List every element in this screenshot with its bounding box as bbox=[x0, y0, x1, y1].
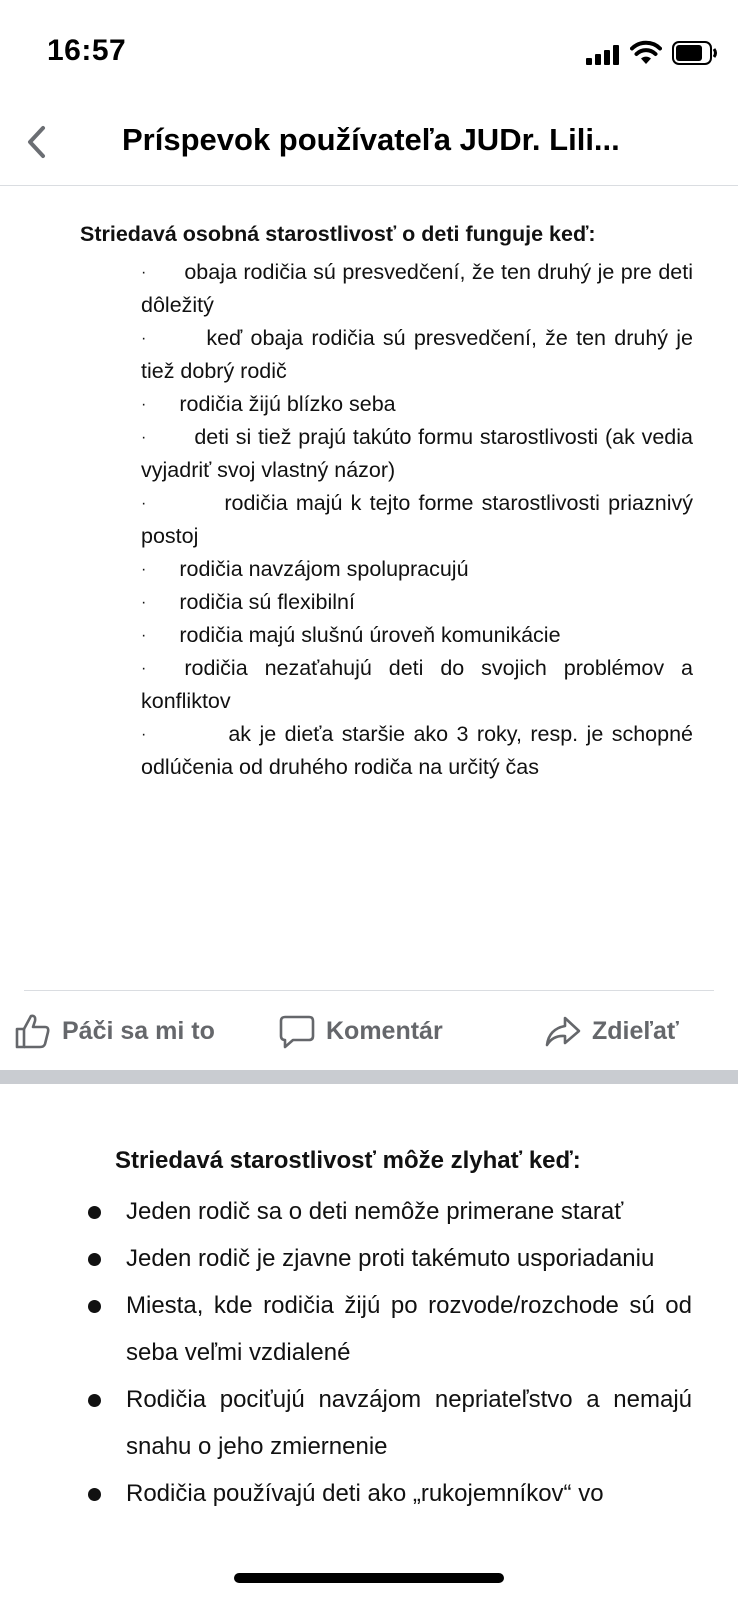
status-bar bbox=[0, 0, 738, 100]
bullet-dot bbox=[88, 1488, 101, 1501]
list-item: Miesta, kde rodičia žijú po rozvode/rozchode sú od seba veľmi vzdialené bbox=[82, 1282, 692, 1376]
bullet-dot bbox=[88, 1206, 101, 1219]
criteria-list bbox=[141, 256, 693, 784]
bullet: · bbox=[141, 264, 147, 281]
bullet: · bbox=[141, 495, 147, 512]
bullet: · bbox=[141, 429, 147, 446]
battery-icon bbox=[672, 41, 718, 65]
post-divider bbox=[0, 1070, 738, 1084]
list-item: · deti si tiež prajú takúto formu starostlivosti (ak vedia vyjadriť svoj vlastný názor) bbox=[141, 421, 693, 487]
bullet: · bbox=[141, 627, 147, 644]
back-button[interactable] bbox=[18, 122, 58, 162]
bullet-dot bbox=[88, 1394, 101, 1407]
page-title: Príspevok používateľa JUDr. Lili... bbox=[122, 122, 620, 157]
thumbs-up-icon bbox=[14, 1012, 52, 1050]
share-arrow-icon bbox=[544, 1012, 582, 1050]
bullet: · bbox=[141, 594, 147, 611]
comment-bubble-icon bbox=[278, 1012, 316, 1050]
list-item: · rodičia žijú blízko seba bbox=[141, 388, 693, 421]
bullet-dot bbox=[88, 1300, 101, 1313]
list-item: · rodičia navzájom spolupracujú bbox=[141, 553, 693, 586]
cellular-signal-icon bbox=[586, 45, 620, 65]
share-label: Zdieľať bbox=[592, 1016, 679, 1045]
post-image-1[interactable] bbox=[0, 186, 738, 1069]
wifi-icon bbox=[630, 40, 662, 66]
comment-label: Komentár bbox=[326, 1016, 443, 1045]
like-label: Páči sa mi to bbox=[62, 1016, 215, 1045]
bullet: · bbox=[141, 561, 147, 578]
list-item: · ak je dieťa staršie ako 3 roky, resp. je schopné odlúčenia od druhého rodiča na určitý čas bbox=[141, 718, 693, 784]
comment-button[interactable] bbox=[278, 991, 443, 1071]
post-heading: Striedavá osobná starostlivosť o deti funguje keď: bbox=[80, 222, 596, 246]
bullet: · bbox=[141, 396, 147, 413]
list-item: · rodičia majú k tejto forme starostlivosti priaznivý postoj bbox=[141, 487, 693, 553]
post-heading: Striedavá starostlivosť môže zlyhať keď: bbox=[115, 1147, 581, 1174]
bullet: · bbox=[141, 726, 147, 743]
list-item: Jeden rodič je zjavne proti takémuto usporiadaniu bbox=[82, 1235, 692, 1282]
list-item: · rodičia nezaťahujú deti do svojich problémov a konfliktov bbox=[141, 652, 693, 718]
list-item: · rodičia sú flexibilní bbox=[141, 586, 693, 619]
post-action-bar bbox=[24, 990, 714, 1071]
list-item: Rodičia pociťujú navzájom nepriateľstvo a nemajú snahu o jeho zmiernenie bbox=[82, 1376, 692, 1470]
like-button[interactable] bbox=[14, 991, 215, 1071]
status-time: 16:57 bbox=[47, 34, 127, 67]
list-item: Rodičia používajú deti ako „rukojemníkov“ vo bbox=[82, 1470, 692, 1517]
bullet: · bbox=[141, 330, 147, 347]
post-image-2[interactable] bbox=[0, 1084, 738, 1600]
list-item: · keď obaja rodičia sú presvedčení, že ten druhý je tiež dobrý rodič bbox=[141, 322, 693, 388]
list-item: · obaja rodičia sú presvedčení, že ten druhý je pre deti dôležitý bbox=[141, 256, 693, 322]
bullet: · bbox=[141, 660, 147, 677]
list-item: Jeden rodič sa o deti nemôže primerane starať bbox=[82, 1188, 692, 1235]
list-item: · rodičia majú slušnú úroveň komunikácie bbox=[141, 619, 693, 652]
nav-header bbox=[0, 100, 738, 186]
failure-list bbox=[82, 1188, 692, 1517]
bullet-dot bbox=[88, 1253, 101, 1266]
share-button[interactable] bbox=[544, 991, 679, 1071]
home-indicator[interactable] bbox=[234, 1573, 504, 1583]
